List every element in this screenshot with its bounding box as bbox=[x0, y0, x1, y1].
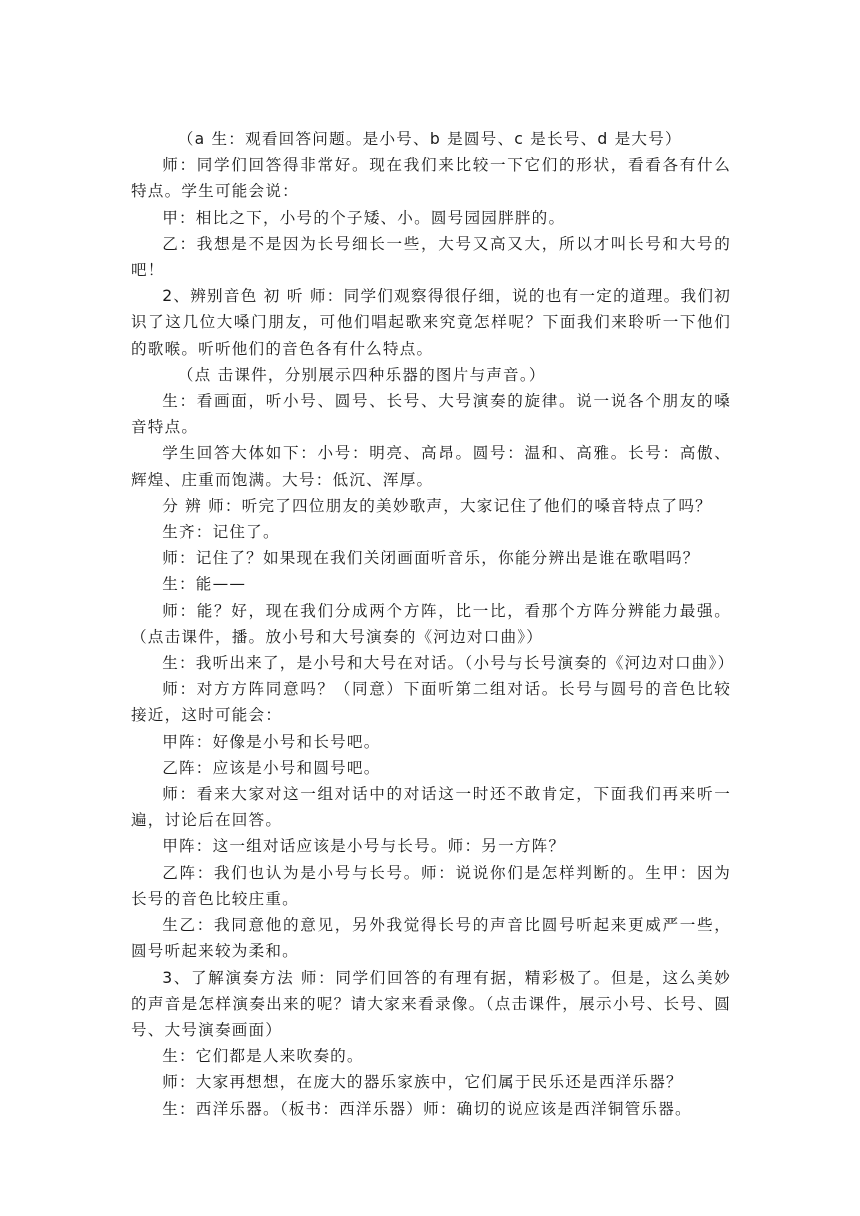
paragraph: （点 击课件，分别展示四种乐器的图片与声音。） bbox=[177, 365, 546, 384]
paragraph: 师：看来大家对这一组对话中的对话这一时还不敢肯定，下面我们再来听一遍，讨论后在回答。 bbox=[131, 785, 731, 830]
paragraph: 生：西洋乐器。（板书：西洋乐器）师：确切的说应该是西洋铜管乐器。 bbox=[162, 1099, 692, 1118]
paragraph: 师：同学们回答得非常好。现在我们来比较一下它们的形状，看看各有什么特点。学生可能会说： bbox=[131, 156, 731, 201]
paragraph: （a 生：观看回答问题。是小号、b 是圆号、c 是长号、d 是大号） bbox=[177, 130, 682, 148]
paragraph: 乙阵：应该是小号和圆号吧。 bbox=[162, 758, 381, 777]
paragraph: 师：对方方阵同意吗？（同意）下面听第二组对话。长号与圆号的音色比较接近，这时可能会： bbox=[131, 680, 731, 725]
paragraph: 师：大家再想想，在庞大的器乐家族中，它们属于民乐还是西洋乐器？ bbox=[162, 1073, 683, 1092]
paragraph: 生：能—— bbox=[162, 575, 247, 594]
paragraph: 分 辨 师：听完了四位朋友的美妙歌声，大家记住了他们的嗓音特点了吗？ bbox=[162, 496, 712, 515]
paragraph: 甲阵：好像是小号和长号吧。 bbox=[162, 732, 381, 751]
paragraph: 生：它们都是人来吹奏的。 bbox=[162, 1047, 364, 1066]
paragraph: 甲阵：这一组对话应该是小号与长号。师：另一方阵？ bbox=[162, 837, 566, 856]
document-body bbox=[131, 126, 735, 1122]
paragraph: 师：能？好，现在我们分成两个方阵，比一比，看那个方阵分辨能力最强。（点击课件，播。放小号和大号演奏的《河边对口曲》） bbox=[131, 601, 731, 646]
paragraph: 生乙：我同意他的意见，另外我觉得长号的声音比圆号听起来更威严一些，圆号听起来较为柔和。 bbox=[131, 916, 731, 961]
paragraph: 师：记住了？如果现在我们关闭画面听音乐，你能分辨出是谁在歌唱吗？ bbox=[162, 549, 700, 568]
paragraph: 生齐：记住了。 bbox=[162, 523, 280, 542]
paragraph: 生：看画面，听小号、圆号、长号、大号演奏的旋律。说一说各个朋友的嗓音特点。 bbox=[131, 392, 731, 437]
paragraph: 甲：相比之下，小号的个子矮、小。圆号园园胖胖的。 bbox=[162, 208, 566, 227]
paragraph: 乙：我想是不是因为长号细长一些，大号又高又大，所以才叫长号和大号的吧！ bbox=[131, 234, 731, 280]
paragraph: 学生回答大体如下：小号：明亮、高昂。圆号：温和、高雅。长号：高傲、辉煌、庄重而饱满。大号：低沉、浑厚。 bbox=[131, 444, 731, 489]
paragraph: 乙阵：我们也认为是小号与长号。师：说说你们是怎样判断的。生甲：因为长号的音色比较庄重。 bbox=[131, 863, 731, 908]
paragraph: 3、了解演奏方法 师：同学们回答的有理有据，精彩极了。但是，这么美妙的声音是怎样演奏出来的呢？请大家来看录像。（点击课件，展示小号、长号、圆号、大号演奏画面） bbox=[131, 968, 731, 1039]
paragraph: 生：我听出来了，是小号和大号在对话。（小号与长号演奏的《河边对口曲》） bbox=[162, 654, 735, 673]
paragraph: 2、辨别音色 初 听 师：同学们观察得很仔细，说的也有一定的道理。我们初识了这几位大嗓门朋友，可他们唱起歌来究竟怎样呢？下面我们来聆听一下他们的歌喉。听听他们的音色各有什么特点。 bbox=[131, 287, 731, 358]
